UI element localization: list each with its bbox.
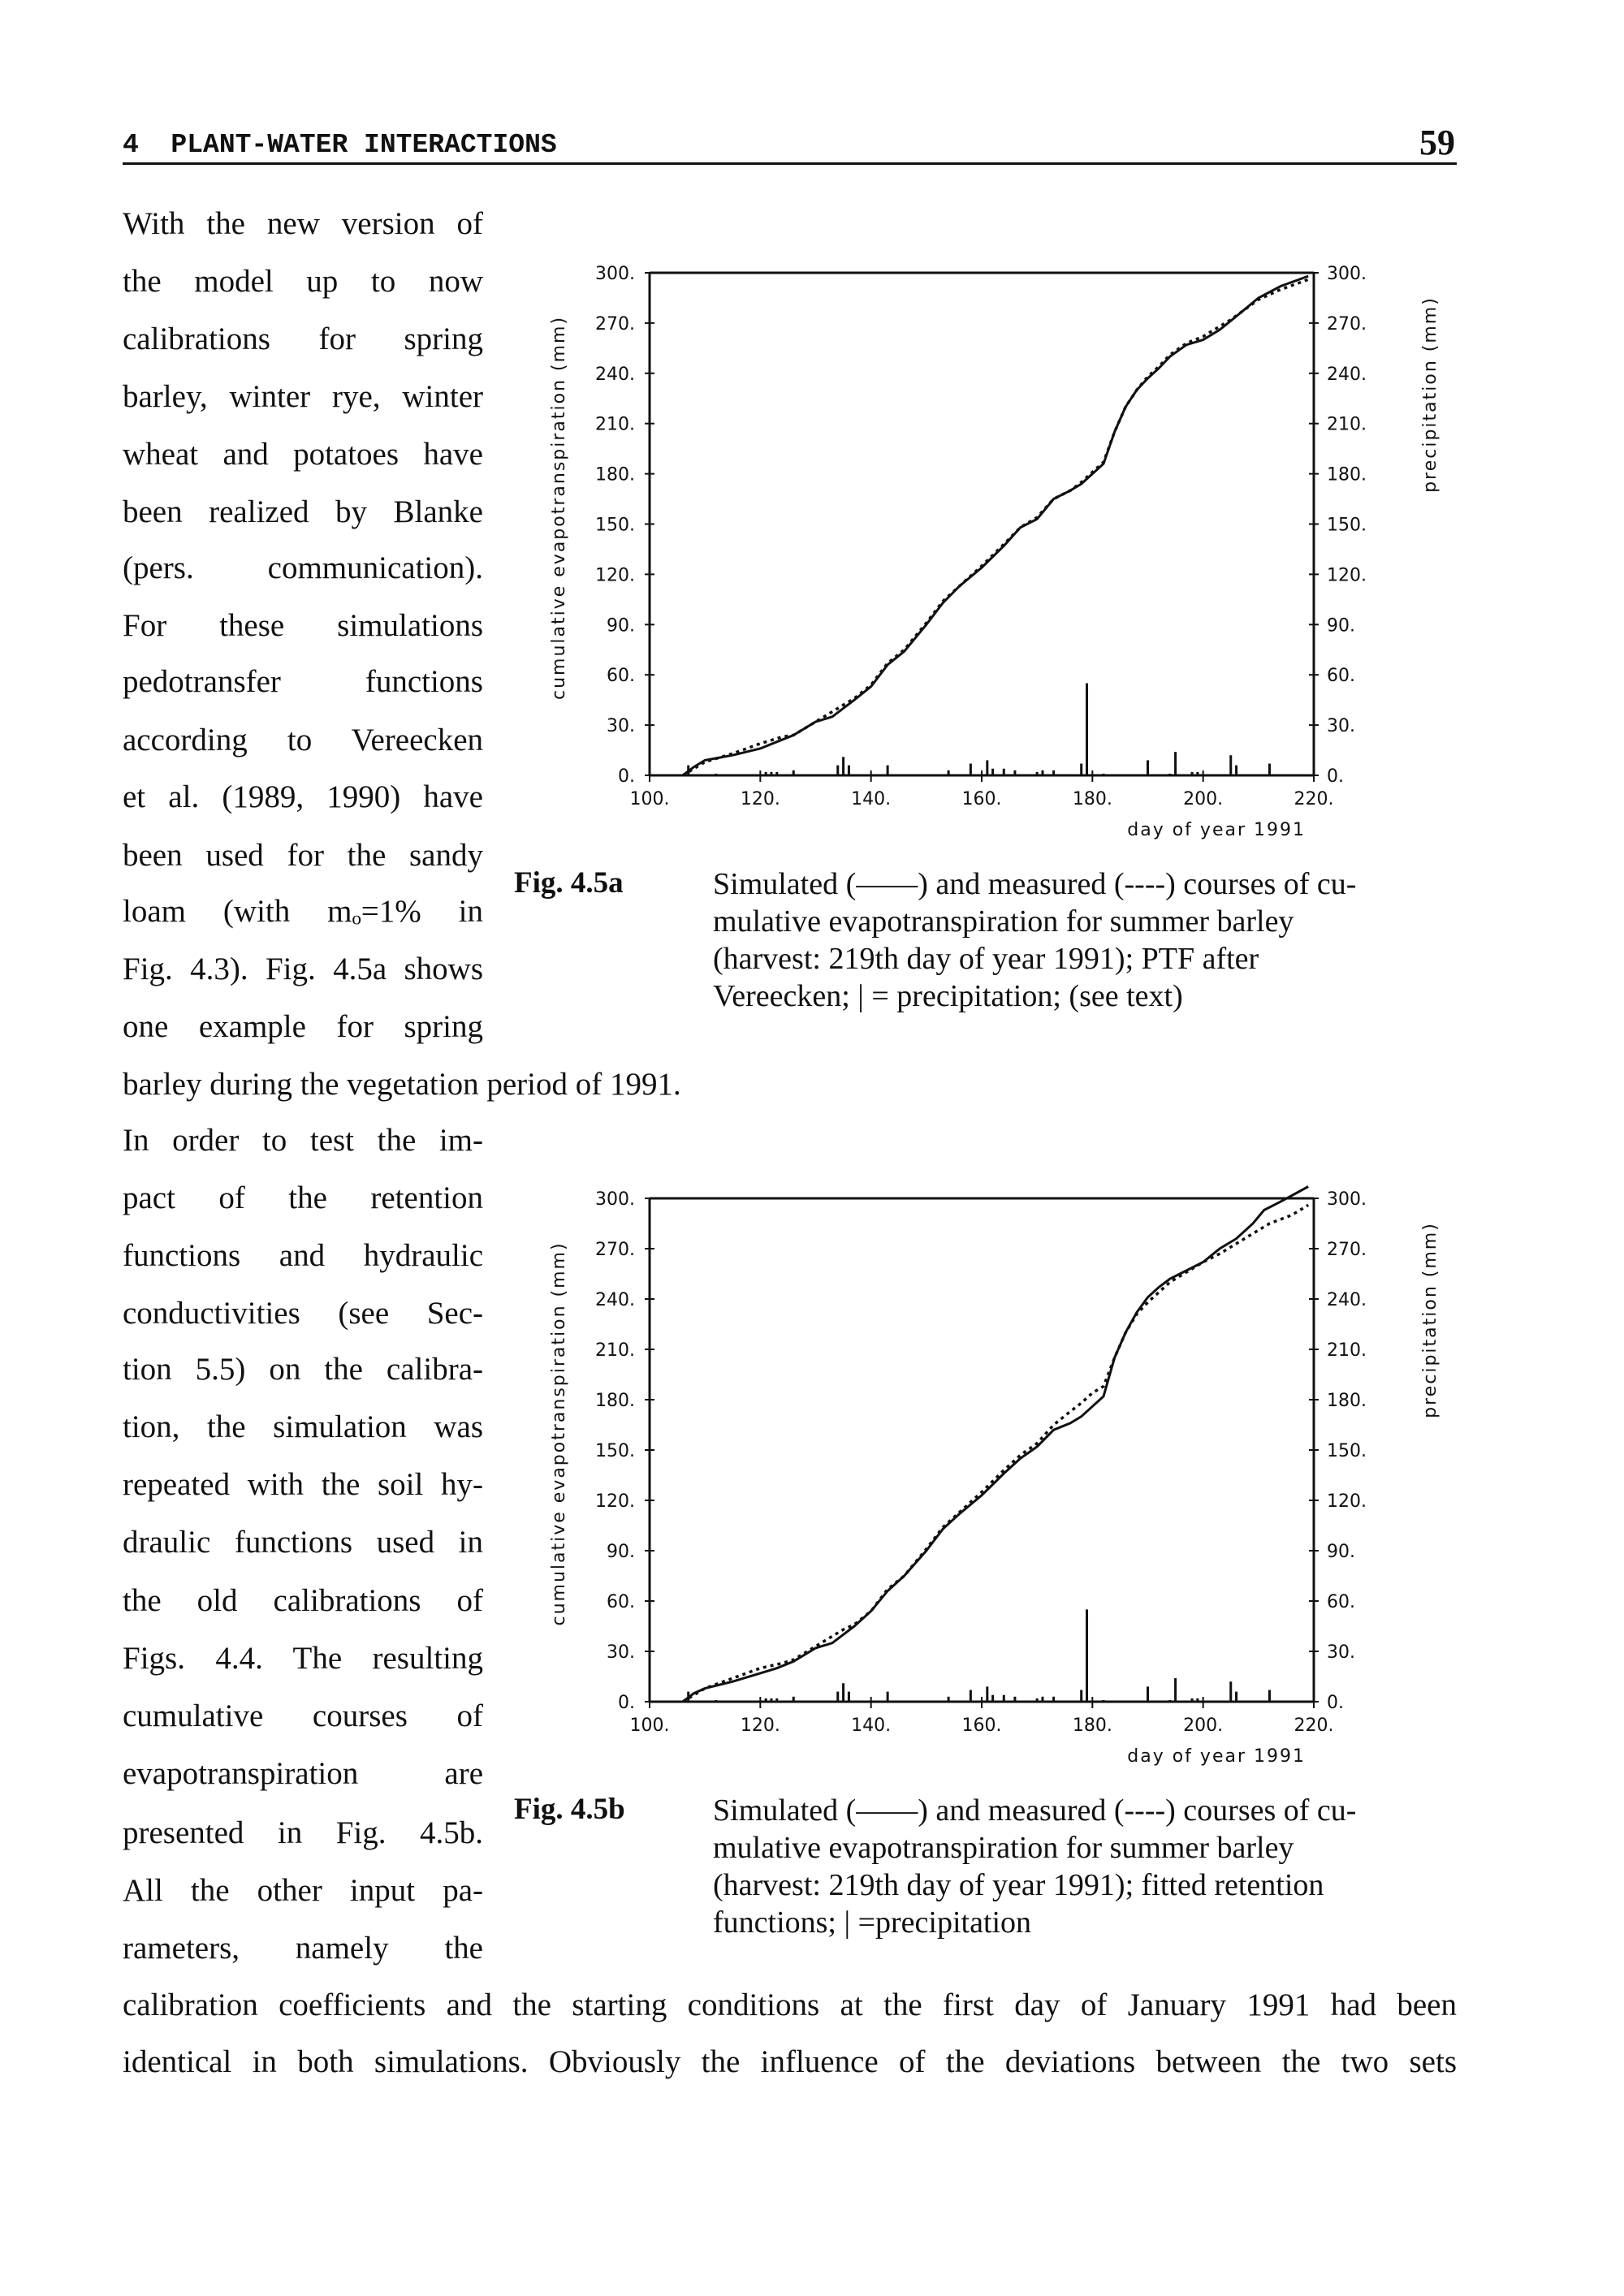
body-text-line: been used for the sandy	[123, 838, 483, 874]
y-tick-label-right: 180.	[1327, 1391, 1367, 1411]
y-tick-label-right: 60.	[1327, 666, 1355, 687]
figure-caption-a-line: (harvest: 219th day of year 1991); PTF after	[713, 942, 1259, 976]
y-tick-label-right: 0.	[1327, 1693, 1344, 1713]
y-tick-label-right: 300.	[1327, 1189, 1367, 1210]
figure-label-b: Fig. 4.5b	[514, 1793, 625, 1826]
body-text-line: barley during the vegetation period of 1991.	[123, 1067, 681, 1103]
y-tick-label-right: 240.	[1327, 364, 1367, 385]
x-axis-title: day of year 1991	[1127, 1746, 1306, 1767]
y-tick-label-left: 90.	[607, 615, 635, 637]
y-tick-label-left: 120.	[595, 565, 635, 586]
figure-caption-a-line: Vereecken; | = precipitation; (see text)	[713, 979, 1183, 1013]
y-tick-label-right: 210.	[1327, 414, 1367, 435]
body-text-line: In order to test the im-	[123, 1123, 483, 1159]
y-tick-label-right: 180.	[1327, 464, 1367, 486]
y-tick-label-left: 300.	[595, 1189, 635, 1210]
x-tick-label: 160.	[961, 1716, 1002, 1736]
body-text-line: the old calibrations of	[123, 1583, 483, 1619]
body-text-line: tion 5.5) on the calibra-	[123, 1351, 483, 1387]
y-tick-label-left: 0.	[618, 766, 635, 787]
y-tick-label-left: 60.	[607, 1592, 635, 1612]
x-tick-label: 180.	[1072, 789, 1112, 809]
y-tick-label-right: 30.	[1327, 1642, 1355, 1663]
body-text-line: presented in Fig. 4.5b.	[123, 1815, 483, 1850]
x-tick-label: 220.	[1294, 789, 1334, 809]
body-text-line: the model up to now	[123, 264, 483, 300]
body-text-line: tion, the simulation was	[123, 1409, 483, 1444]
figure-caption-b-line: mulative evapotranspiration for summer barley	[713, 1831, 1294, 1865]
body-text-line: rameters, namely the	[123, 1930, 483, 1966]
y-tick-label-right: 240.	[1327, 1290, 1367, 1310]
y-tick-label-left: 240.	[595, 364, 635, 385]
x-tick-label: 200.	[1183, 1716, 1224, 1736]
y-tick-label-right: 270.	[1327, 1240, 1367, 1260]
y-tick-label-left: 300.	[595, 264, 635, 284]
body-text-line: calibration coefficients and the starting conditions at the first day of January 1991 had been	[123, 1987, 1457, 2023]
page-number: 59	[1419, 123, 1455, 162]
y-tick-label-right: 210.	[1327, 1340, 1367, 1361]
body-text-line: been realized by Blanke	[123, 494, 483, 529]
body-text-line: pact of the retention	[123, 1180, 483, 1216]
series-simulated	[683, 1187, 1308, 1703]
y-tick-label-left: 210.	[595, 414, 635, 435]
figure-caption-b-line: (harvest: 219th day of year 1991); fitted retention	[713, 1868, 1324, 1902]
y-tick-label-left: 240.	[595, 1290, 635, 1310]
x-tick-label: 100.	[629, 1716, 670, 1736]
y-tick-label-left: 60.	[607, 666, 635, 687]
figure-caption-b-line: functions; | =precipitation	[713, 1905, 1032, 1940]
body-text-line: pedotransfer functions	[123, 663, 483, 699]
y-axis-title-right: precipitation (mm)	[1420, 1222, 1440, 1418]
x-tick-label: 180.	[1072, 1716, 1112, 1736]
body-text-line: according to Vereecken	[123, 723, 483, 758]
y-tick-label-right: 0.	[1327, 766, 1344, 787]
body-text-line: wheat and potatoes have	[123, 436, 483, 472]
x-tick-label: 120.	[740, 1716, 780, 1736]
body-text-line: functions and hydraulic	[123, 1237, 483, 1273]
y-tick-label-right: 60.	[1327, 1592, 1355, 1612]
body-text-line: cumulative courses of	[123, 1698, 483, 1734]
body-text-line: Fig. 4.3). Fig. 4.5a shows	[123, 952, 483, 987]
figure-label-a: Fig. 4.5a	[514, 866, 624, 900]
y-tick-label-right: 150.	[1327, 515, 1367, 536]
y-tick-label-right: 30.	[1327, 716, 1355, 737]
body-text-line: calibrations for spring	[123, 321, 483, 356]
x-tick-label: 160.	[961, 789, 1002, 809]
body-text-line: conductivities (see Sec-	[123, 1295, 483, 1331]
series-measured	[683, 279, 1308, 775]
y-tick-label-right: 120.	[1327, 1491, 1367, 1512]
x-tick-label: 140.	[851, 1716, 892, 1736]
body-text-line: draulic functions used in	[123, 1524, 483, 1560]
y-tick-label-left: 150.	[595, 515, 635, 536]
y-tick-label-right: 90.	[1327, 615, 1355, 637]
y-axis-title-left: cumulative evapotranspiration (mm)	[549, 315, 569, 701]
x-tick-label: 200.	[1183, 789, 1224, 809]
y-tick-label-left: 180.	[595, 1391, 635, 1411]
y-tick-label-left: 270.	[595, 1240, 635, 1260]
y-tick-label-right: 150.	[1327, 1441, 1367, 1461]
y-tick-label-left: 90.	[607, 1542, 635, 1562]
y-axis-title-right: precipitation (mm)	[1420, 296, 1440, 493]
body-text-line: Figs. 4.4. The resulting	[123, 1641, 483, 1677]
y-tick-label-left: 270.	[595, 313, 635, 334]
body-text-line: loam (with mₒ=1% in	[123, 894, 483, 930]
y-tick-label-left: 120.	[595, 1491, 635, 1512]
figure-caption-b-line: Simulated (——) and measured (----) courses of cu-	[713, 1793, 1357, 1828]
body-text-line: evapotranspiration are	[123, 1756, 483, 1792]
series-measured	[683, 1205, 1308, 1702]
chapter-heading: 4 PLANT-WATER INTERACTIONS	[123, 130, 557, 160]
x-tick-label: 100.	[629, 789, 670, 809]
y-tick-label-right: 120.	[1327, 565, 1367, 586]
body-text-line: barley, winter rye, winter	[123, 378, 483, 414]
body-text-line: (pers. communication).	[123, 550, 483, 585]
body-text-line: identical in both simulations. Obviously the influence of the deviations between the two sets	[123, 2044, 1457, 2079]
body-text-line: All the other input pa-	[123, 1872, 483, 1908]
y-tick-label-left: 30.	[607, 1642, 635, 1663]
figure-caption-a-line: mulative evapotranspiration for summer barley	[713, 904, 1294, 939]
y-tick-label-left: 30.	[607, 716, 635, 737]
body-text-line: one example for spring	[123, 1009, 483, 1045]
figure-caption-a-line: Simulated (——) and measured (----) courses of cu-	[713, 867, 1357, 901]
y-tick-label-left: 180.	[595, 464, 635, 486]
chart-a	[549, 264, 1440, 840]
body-text-line: repeated with the soil hy-	[123, 1466, 483, 1502]
body-text-line: For these simulations	[123, 607, 483, 643]
x-tick-label: 120.	[740, 789, 780, 809]
y-tick-label-right: 270.	[1327, 313, 1367, 334]
chart-b	[549, 1187, 1440, 1767]
y-tick-label-left: 0.	[618, 1693, 635, 1713]
body-text-line: et al. (1989, 1990) have	[123, 779, 483, 814]
y-axis-title-left: cumulative evapotranspiration (mm)	[549, 1241, 569, 1626]
y-tick-label-left: 150.	[595, 1441, 635, 1461]
y-tick-label-right: 300.	[1327, 264, 1367, 284]
y-tick-label-left: 210.	[595, 1340, 635, 1361]
x-tick-label: 140.	[851, 789, 892, 809]
series-simulated	[683, 276, 1308, 775]
y-tick-label-right: 90.	[1327, 1542, 1355, 1562]
x-axis-title: day of year 1991	[1127, 820, 1306, 840]
body-text-line: With the new version of	[123, 206, 483, 242]
x-tick-label: 220.	[1294, 1716, 1334, 1736]
